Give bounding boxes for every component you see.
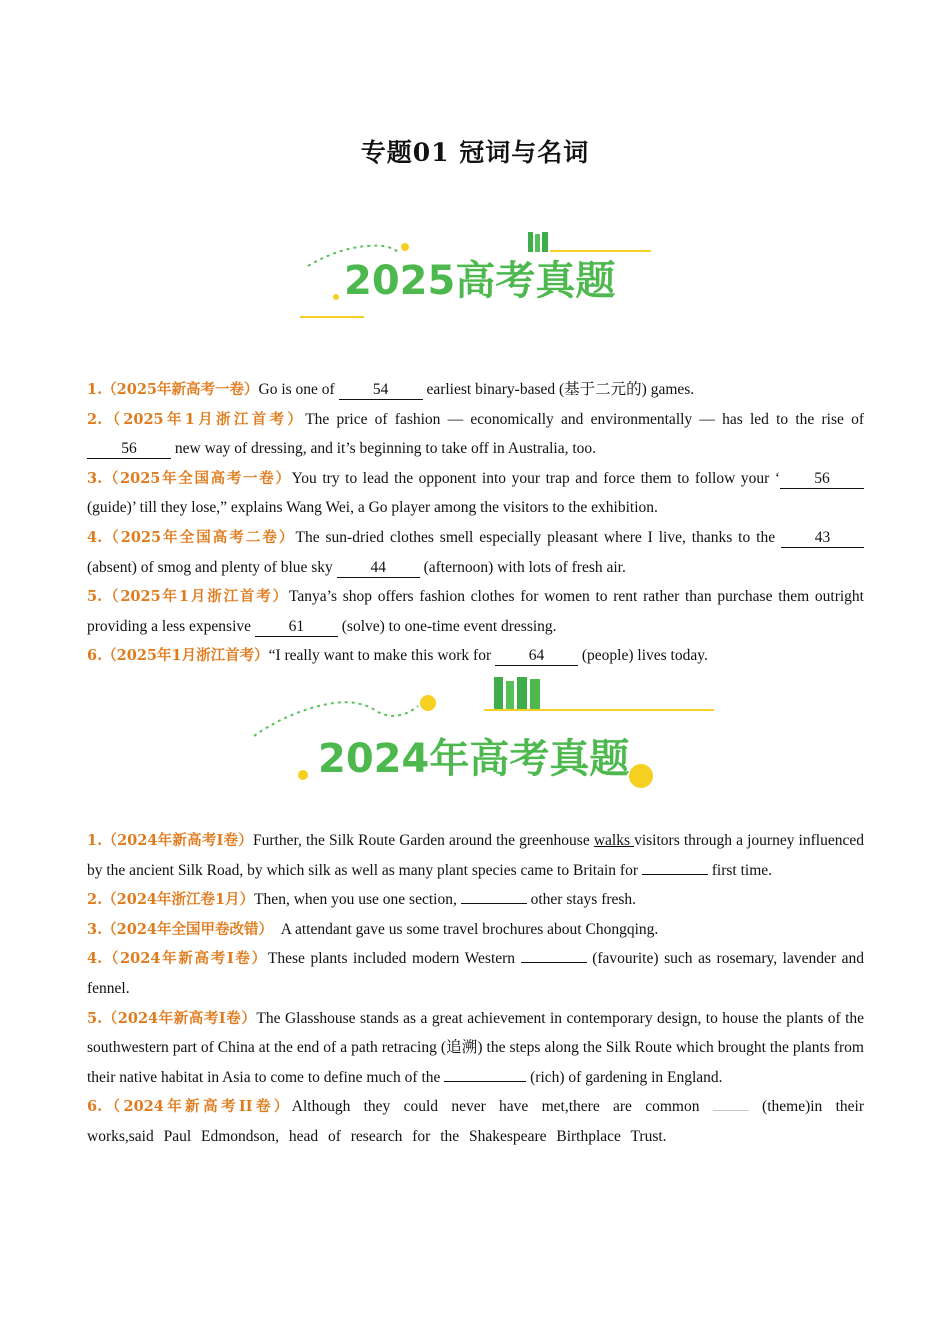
banner-2025 (298, 228, 658, 323)
answer-blank[interactable] (444, 1081, 526, 1082)
answer-blank[interactable] (713, 1110, 749, 1111)
answer-blank[interactable] (461, 903, 527, 904)
answer-blank[interactable] (642, 874, 708, 875)
banner-2024-text: 2024年高考真题 (318, 736, 630, 782)
section-2024 (87, 826, 864, 1152)
question-2024-2: 2.（2024年浙江卷1月）Then, when you use one section, other stays fresh. (87, 891, 637, 909)
answer-blank[interactable] (521, 962, 587, 963)
answer-blank[interactable]: 56 (87, 440, 171, 459)
question-2024-6: 6.（2024年新高考II卷）Although they could never have met,there are common (theme)in their works,said Paul Edmondson, head of research for the Shakespeare Birthplace Trust. (87, 1098, 864, 1145)
question-2025-6: 6.（2025年1月浙江首考）“I really want to make this work for 64 (people) lives today. (87, 647, 708, 665)
answer-blank[interactable]: 43 (781, 529, 864, 548)
answer-blank[interactable]: 56 (780, 470, 864, 489)
question-2025-3: 3.（2025年全国高考一卷）You try to lead the opponent into your trap and force them to follow your ‘ 56 (guide)’ till they lose,” explains Wang Wei, a Go player among the visitors to the exhibition. (87, 464, 864, 523)
banner-2025-graphic (298, 228, 658, 323)
question-2025-4: 4.（2025年全国高考二卷）The sun-dried clothes smell especially pleasant where I live, thanks to the 43 (absent) of smog and plenty of blue sky 44 (afternoon) with lots of fresh air. (87, 523, 864, 582)
question-2025-5: 5.（2025年1月浙江首考）Tanya’s shop offers fashion clothes for women to rent rather than purchase them outright providing a less expensive 61 (solve) to one-time event dressing. (87, 588, 864, 635)
question-2025-1: 1.（2025年新高考一卷）Go is one of 54 earliest binary-based (基于二元的) games. (87, 381, 695, 398)
question-2024-1: 1.（2024年新高考I卷）Further, the Silk Route Garden around the greenhouse walks visitors through a journey influenced by the ancient Silk Road, by which silk as well as many plant species came to Britain for first time. (87, 832, 864, 879)
banner-2024 (248, 672, 718, 797)
answer-blank[interactable]: 64 (495, 647, 578, 666)
banner-2025-text: 2025高考真题 (344, 258, 616, 304)
answer-blank[interactable]: 61 (255, 618, 338, 637)
question-2025-2: 2.（2025年1月浙江首考）The price of fashion — economically and environmentally — has led to the rise of 56 new way of dressing, and it’s beginning to take off in Australia, too. (87, 410, 864, 458)
answer-blank[interactable]: 44 (337, 559, 420, 578)
question-2024-5: 5.（2024年新高考I卷）The Glasshouse stands as a great achievement in contemporary design, to house the plants of the southwestern part of China at the end of a path retracing (追溯) the steps along the Silk Route which brought the plants from their native habitat in Asia to come to define much of the (rich) of gardening in England. (87, 1009, 864, 1086)
answer-blank[interactable]: 54 (339, 381, 423, 400)
page-title: 专题01 冠词与名词 (360, 138, 590, 167)
section-2025 (87, 375, 864, 671)
banner-2024-graphic (248, 672, 718, 797)
question-2024-3: 3.（2024年全国甲卷改错） A attendant gave us some travel brochures about Chongqing. (87, 920, 659, 938)
question-2024-4: 4.（2024年新高考I卷）These plants included modern Western (favourite) such as rosemary, lavender and fennel. (87, 950, 864, 997)
